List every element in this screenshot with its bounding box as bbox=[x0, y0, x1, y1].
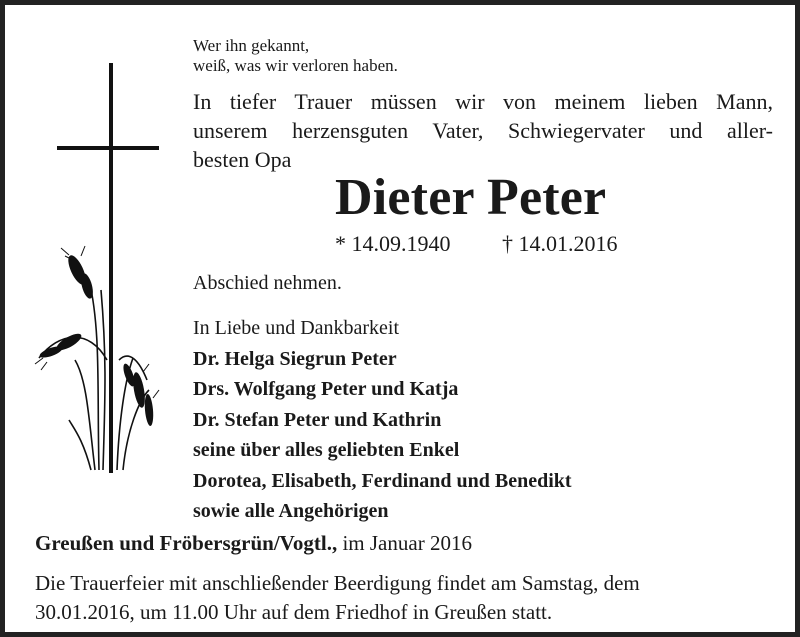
farewell-text: Abschied nehmen. bbox=[193, 272, 342, 294]
mourners-list bbox=[193, 313, 572, 527]
mourner-name: sowie alle Angehörigen bbox=[193, 500, 389, 522]
intro-text bbox=[193, 87, 773, 174]
mourner-name: Dr. Helga Siegrun Peter bbox=[193, 347, 397, 370]
place-location: Greußen und Fröbersgrün/Vogtl., bbox=[35, 531, 338, 555]
motto-quote bbox=[193, 36, 398, 76]
deceased-name: Dieter Peter bbox=[335, 169, 607, 226]
death-date: † 14.01.2016 bbox=[502, 231, 618, 256]
place-and-date bbox=[35, 529, 472, 557]
motto-line-2: weiß, was wir verloren haben. bbox=[193, 56, 398, 75]
mourner-name: Dr. Stefan Peter und Kathrin bbox=[193, 408, 442, 431]
intro-line-1: In tiefer Trauer müssen wir von meinem lieben Mann, bbox=[193, 89, 773, 114]
funeral-info bbox=[35, 569, 640, 627]
mourner-name: Drs. Wolfgang Peter und Katja bbox=[193, 378, 459, 400]
intro-line-3: besten Opa bbox=[193, 147, 292, 172]
mourner-name: seine über alles geliebten Enkel bbox=[193, 439, 460, 461]
funeral-line-1: Die Trauerfeier mit anschließender Beerdigung findet am Samstag, dem bbox=[35, 571, 640, 595]
mourners-lead: In Liebe und Dankbarkeit bbox=[193, 317, 400, 339]
place-date: im Januar 2016 bbox=[337, 531, 472, 555]
intro-line-2: unserem herzensguten Vater, Schwiegervater und aller- bbox=[193, 118, 773, 143]
mourner-name: Dorotea, Elisabeth, Ferdinand und Benedikt bbox=[193, 469, 572, 492]
birth-date: * 14.09.1940 bbox=[335, 231, 451, 256]
funeral-line-2: 30.01.2016, um 11.00 Uhr auf dem Friedhof in Greußen statt. bbox=[35, 600, 553, 624]
motto-line-1: Wer ihn gekannt, bbox=[193, 36, 310, 55]
cross-with-wheat-icon bbox=[29, 60, 179, 480]
